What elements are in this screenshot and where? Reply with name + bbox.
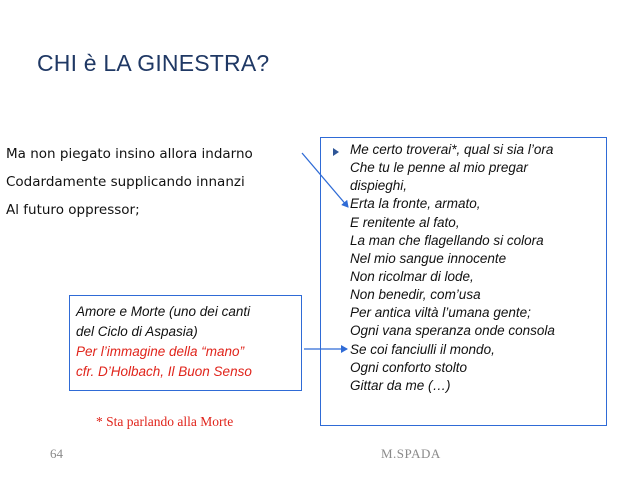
poem-line: Gittar da me (…) bbox=[350, 377, 451, 393]
author-footer: M.SPADA bbox=[381, 446, 441, 461]
poem-line: Me certo troverai*, qual si sia l’ora bbox=[350, 142, 554, 157]
verse-line: Codardamente supplicando innanzi bbox=[6, 174, 245, 190]
footnote: * Sta parlando alla Morte bbox=[96, 414, 234, 429]
poem-line: Per antica viltà l’umana gente; bbox=[350, 305, 531, 321]
note-line-highlight: cfr. D’Holbach, Il Buon Senso bbox=[76, 364, 252, 379]
poem-line: Nel mio sangue innocente bbox=[350, 250, 507, 266]
poem-line: E renitente al fato, bbox=[350, 214, 460, 230]
poem-line: dispieghi, bbox=[350, 178, 408, 194]
poem-line: Che tu le penne al mio pregar bbox=[350, 160, 528, 176]
verse-line: Al futuro oppressor; bbox=[6, 202, 140, 218]
note-line-highlight: Per l’immagine della “mano” bbox=[76, 344, 245, 359]
poem-line: Erta la fronte, armato, bbox=[350, 196, 481, 212]
poem-line: Non benedir, com’usa bbox=[350, 287, 481, 303]
note-line: del Ciclo di Aspasia) bbox=[76, 324, 198, 339]
poem-line: Non ricolmar di lode, bbox=[350, 268, 474, 284]
poem-line: Se coi fanciulli il mondo, bbox=[350, 341, 495, 357]
note-line: Amore e Morte (uno dei canti bbox=[76, 304, 251, 319]
slide-title: CHI è LA GINESTRA? bbox=[37, 50, 270, 76]
poem-line: La man che flagellando si colora bbox=[350, 232, 544, 248]
verse-line: Ma non piegato insino allora indarno bbox=[6, 146, 253, 162]
poem-line: Ogni conforto stolto bbox=[350, 359, 468, 375]
poem-line: Ogni vana speranza onde consola bbox=[350, 323, 555, 339]
arrow-verse-to-poem bbox=[302, 153, 348, 207]
page-number: 64 bbox=[50, 446, 63, 461]
